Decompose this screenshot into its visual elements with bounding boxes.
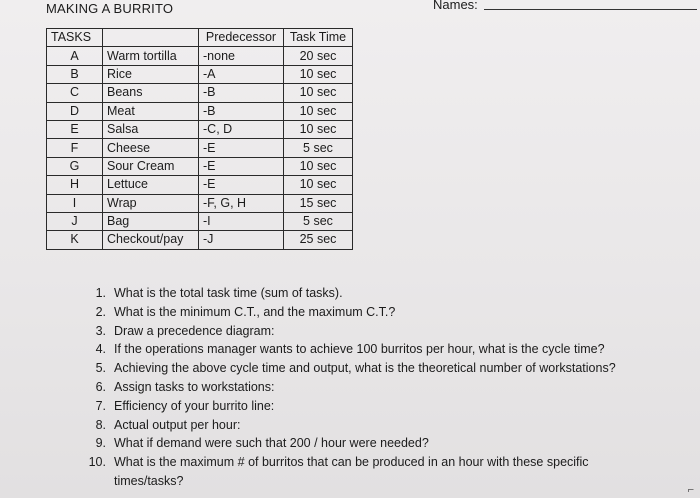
question-item (76, 434, 654, 453)
table-row (47, 157, 353, 175)
task-letter-cell: F (47, 139, 103, 157)
task-time-cell: 10 sec (284, 157, 353, 175)
predecessor-cell: -A (199, 65, 284, 83)
question-item (76, 303, 654, 322)
question-text: Actual output per hour: (114, 417, 241, 432)
task-time-cell: 5 sec (284, 139, 353, 157)
column-header-task-time: Task Time (284, 29, 353, 47)
question-number: 10. (88, 455, 106, 470)
task-letter-cell: G (47, 157, 103, 175)
predecessor-cell: -I (199, 212, 284, 230)
table-row (47, 212, 353, 230)
question-item (76, 416, 654, 435)
question-number: 5. (95, 361, 106, 376)
page-title: MAKING A BURRITO (46, 1, 174, 16)
task-time-cell: 10 sec (284, 84, 353, 102)
question-number: 6. (95, 379, 106, 394)
question-item (76, 340, 654, 359)
task-name-cell: Wrap (103, 194, 199, 212)
task-time-cell: 15 sec (284, 194, 353, 212)
predecessor-cell: -E (199, 139, 284, 157)
task-time-cell: 10 sec (284, 120, 353, 138)
task-name-cell: Meat (103, 102, 199, 120)
question-text: What is the total task time (sum of tasks). (114, 286, 343, 300)
task-letter-cell: H (47, 176, 103, 194)
task-time-cell: 10 sec (284, 102, 353, 120)
question-number: 4. (95, 342, 106, 357)
task-time-cell: 20 sec (284, 47, 353, 65)
question-number: 9. (95, 436, 106, 451)
question-list (76, 284, 654, 491)
question-item (76, 378, 654, 397)
task-name-cell: Beans (103, 84, 199, 102)
task-time-cell: 10 sec (284, 176, 353, 194)
task-letter-cell: D (47, 102, 103, 120)
task-name-cell: Rice (103, 65, 199, 83)
table-header-row (47, 29, 353, 47)
table-row (47, 139, 353, 157)
task-time-cell: 25 sec (284, 231, 353, 249)
question-item (76, 284, 654, 303)
question-text: Achieving the above cycle time and output, what is the theoretical number of workstations? (114, 361, 616, 376)
task-letter-cell: E (47, 120, 103, 138)
task-name-cell: Checkout/pay (103, 231, 199, 249)
table-row (47, 84, 353, 102)
predecessor-cell: -J (199, 231, 284, 249)
column-header-name (103, 29, 199, 47)
question-number: 8. (95, 417, 106, 432)
names-blank-line (484, 9, 697, 10)
predecessor-cell: -F, G, H (199, 194, 284, 212)
question-number: 7. (95, 398, 106, 413)
page-curl-icon: ⌐ (687, 484, 694, 496)
table-row (47, 176, 353, 194)
question-number: 3. (95, 323, 106, 338)
question-text: Efficiency of your burrito line: (114, 398, 275, 413)
task-letter-cell: J (47, 212, 103, 230)
task-letter-cell: K (47, 231, 103, 249)
task-letter-cell: I (47, 194, 103, 212)
predecessor-cell: -B (199, 102, 284, 120)
task-time-cell: 10 sec (284, 65, 353, 83)
predecessor-cell: -C, D (199, 120, 284, 138)
task-time-cell: 5 sec (284, 212, 353, 230)
question-text: Draw a precedence diagram: (114, 323, 275, 338)
task-letter-cell: A (47, 47, 103, 65)
names-label: Names: (433, 0, 478, 12)
column-header-predecessor: Predecessor (199, 29, 284, 47)
question-item (76, 359, 654, 378)
task-name-cell: Sour Cream (103, 157, 199, 175)
table-row (47, 231, 353, 249)
task-name-cell: Cheese (103, 139, 199, 157)
task-table-body (47, 47, 353, 249)
task-letter-cell: B (47, 65, 103, 83)
predecessor-cell: -E (199, 176, 284, 194)
question-item (76, 397, 654, 416)
task-name-cell: Warm tortilla (103, 47, 199, 65)
predecessor-cell: -E (199, 157, 284, 175)
predecessor-cell: -B (199, 84, 284, 102)
table-row (47, 65, 353, 83)
question-item (76, 453, 654, 491)
table-row (47, 102, 353, 120)
question-item (76, 322, 654, 341)
column-header-tasks: TASKS (47, 29, 103, 47)
question-text: If the operations manager wants to achieve 100 burritos per hour, what is the cycle time? (114, 342, 605, 357)
question-text: Assign tasks to workstations: (114, 379, 275, 394)
question-text: What is the minimum C.T., and the maximum C.T.? (114, 304, 396, 319)
predecessor-cell: -none (199, 47, 284, 65)
task-letter-cell: C (47, 84, 103, 102)
table-row (47, 120, 353, 138)
task-name-cell: Lettuce (103, 176, 199, 194)
table-row (47, 194, 353, 212)
question-number: 1. (95, 286, 106, 300)
table-row (47, 47, 353, 65)
question-number: 2. (95, 304, 106, 319)
task-name-cell: Salsa (103, 120, 199, 138)
question-text: What if demand were such that 200 / hour were needed? (114, 436, 429, 451)
task-table (46, 28, 353, 250)
question-text: What is the maximum # of burritos that can be produced in an hour with these specific times/tasks? (114, 455, 589, 488)
task-name-cell: Bag (103, 212, 199, 230)
